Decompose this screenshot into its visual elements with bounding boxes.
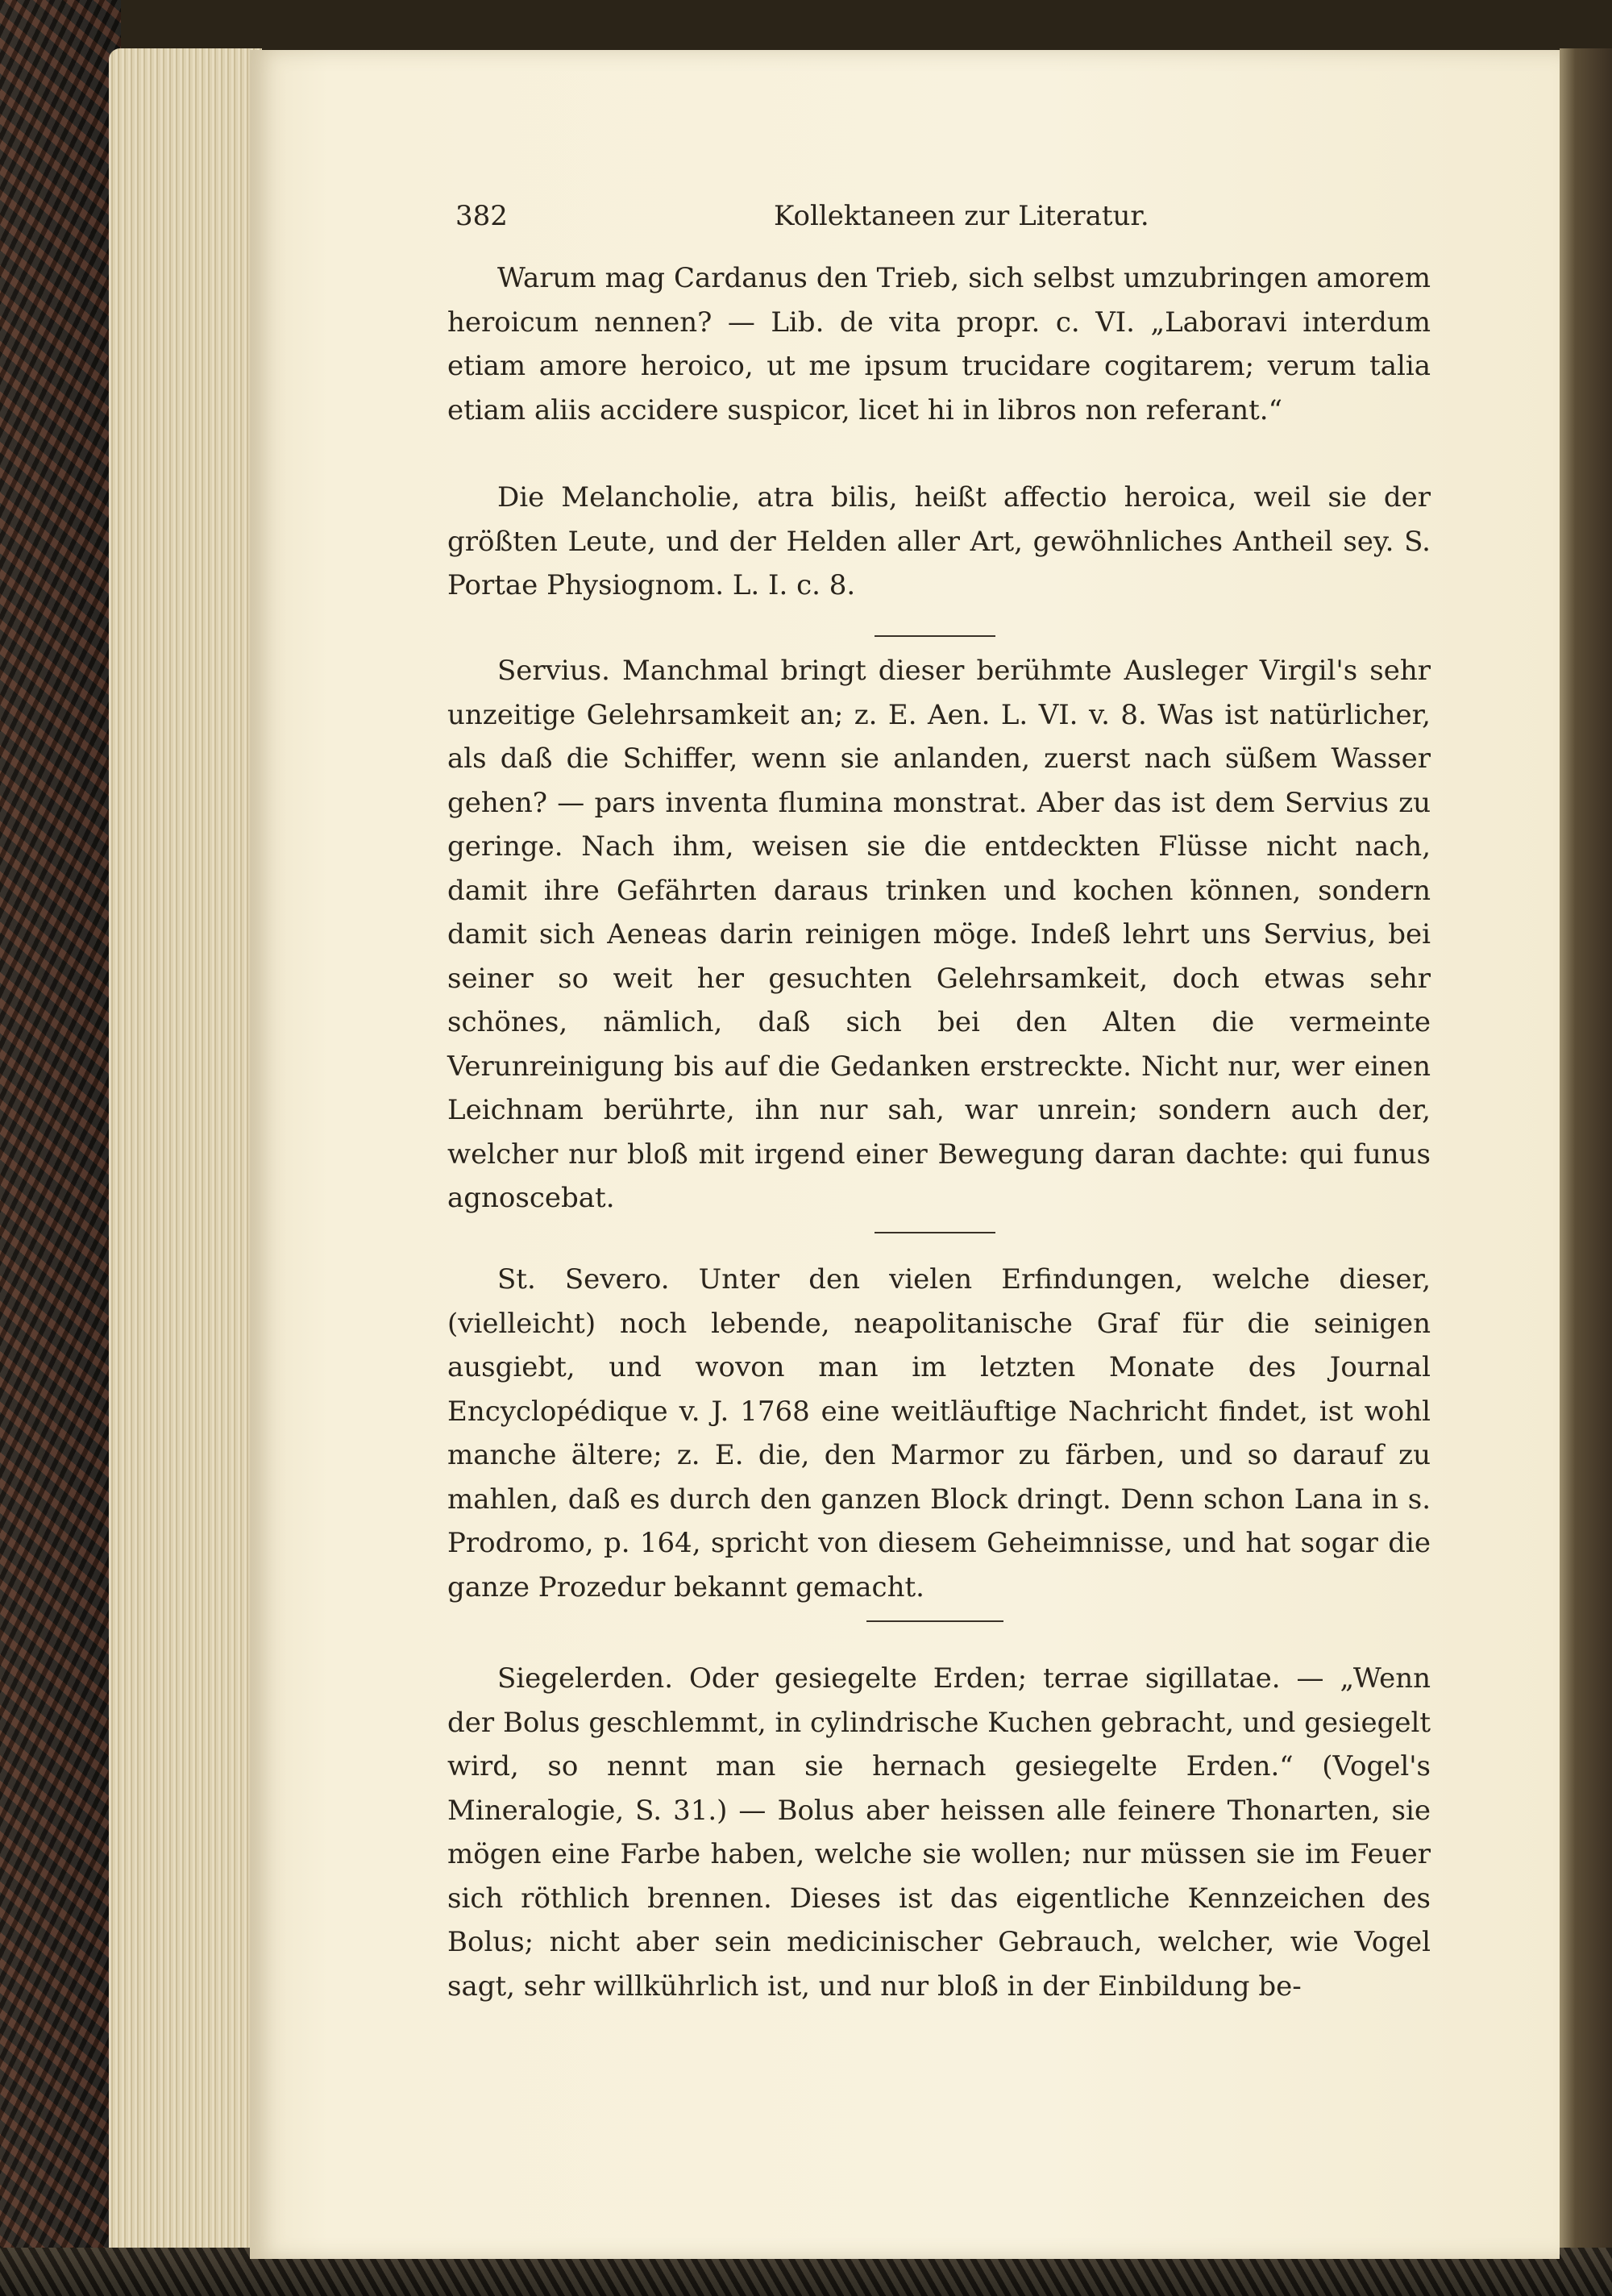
running-head: Kollektaneen zur Literatur. (774, 200, 1149, 232)
page-header (455, 200, 1406, 240)
page-stack-edge (109, 48, 262, 2261)
book-cover-left (0, 0, 121, 2296)
book-spine-right (1560, 48, 1612, 2261)
paragraph-servius: Servius. Manchmal bringt dieser berühmte Ausleger Virgil's sehr unzeitige Gelehrsamkeit an; z. E. Aen. L. VI. v. 8. Was ist natürlicher, als daß die Schiffer, wenn sie anlanden, zuerst nach süßem Wasser gehen? — pars inventa flumina monstrat. Aber das ist dem Servius zu geringe. Nach ihm, weisen sie die entdeckten Flüsse nicht nach, damit ihre Gefährten daraus trinken und kochen können, sondern damit sich Aeneas darin reinigen möge. Indeß lehrt uns Servius, bei seiner so weit her gesuchten Gelehrsamkeit, doch etwas sehr schönes, nämlich, daß sich bei den Alten die vermeinte Verunreinigung bis auf die Gedanken erstreckte. Nicht nur, wer einen Leichnam berührte, ihn nur sah, war unrein; sondern auch der, welcher nur bloß mit irgend einer Bewegung daran dachte: qui funus agnoscebat. (447, 655, 1431, 1214)
section-divider (866, 1620, 1003, 1622)
page-number: 382 (455, 200, 508, 232)
paragraph-cardanus: Warum mag Cardanus den Trieb, sich selbst umzubringen amorem heroicum nennen? — Lib. de vita propr. c. VI. „Laboravi interdum etiam amore heroico, ut me ipsum trucidare cogitarem; verum talia etiam aliis accidere suspicor, licet hi in libros non referant.“ (447, 262, 1431, 426)
section-divider (875, 1232, 995, 1233)
section-divider (875, 635, 995, 637)
paragraph-st-severo: St. Severo. Unter den vielen Erfindungen, welche dieser, (vielleicht) noch lebende, neapolitanische Graf für die seinigen ausgiebt, und wovon man im letzten Monate des Journal Encyclopédique v. J. 1768 eine weitläuftige Nachricht findet, ist wohl manche ältere; z. E. die, den Marmor zu färben, und so darauf zu mahlen, daß es durch den ganzen Block dringt. Denn schon Lana in s. Prodromo, p. 164, spricht von diesem Geheimnisse, und hat sogar die ganze Prozedur bekannt gemacht. (447, 1263, 1431, 1603)
paragraph-siegelerden: Siegelerden. Oder gesiegelte Erden; terrae sigillatae. — „Wenn der Bolus geschlemmt, in cylindrische Kuchen gebracht, und gesiegelt wird, so nennt man sie hernach gesiegelte Erden.“ (Vogel's Mineralogie, S. 31.) — Bolus aber heissen alle feinere Thonarten, sie mögen eine Farbe haben, welche sie wollen; nur müssen sie im Feuer sich röthlich brennen. Dieses ist das eigentliche Kennzeichen des Bolus; nicht aber sein medicinischer Gebrauch, welcher, wie Vogel sagt, sehr willkührlich ist, und nur bloß in der Einbildung be- (447, 1662, 1431, 2003)
paragraph-melancholie: Die Melancholie, atra bilis, heißt affectio heroica, weil sie der größten Leute, und der Helden aller Art, gewöhnliches Antheil sey. S. Portae Physiognom. L. I. c. 8. (447, 481, 1431, 601)
